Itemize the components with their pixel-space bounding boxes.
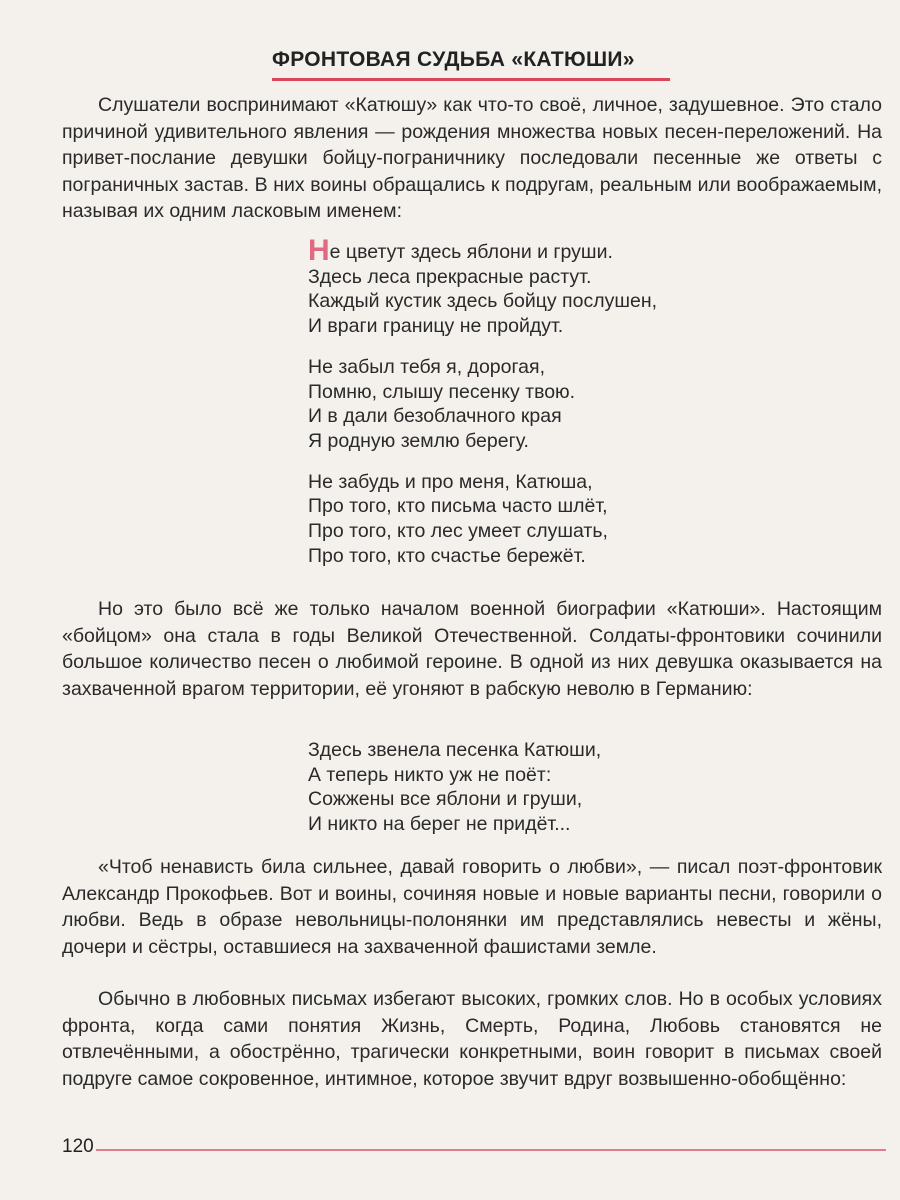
footer-rule <box>96 1149 886 1151</box>
verse-line: Я родную землю берегу. <box>308 429 529 452</box>
verse-border-song <box>308 234 658 568</box>
paragraph-text: Но это было всё же только началом военной биографии «Катюши». Настоящим «бойцом» она стала в годы Великой Отечественной. Солдаты-фронтовики сочинили большое количество песен о любимой героине. В одной из них девушка оказывается на захваченной врагом территории, её угоняют в рабскую неволю в Германию: <box>62 598 882 700</box>
verse-line: Про того, кто письма часто шлёт, <box>308 495 608 518</box>
verse-line: А теперь никто уж не поёт: <box>308 763 552 786</box>
verse-line: Не цветут здесь яблони и груши. <box>308 234 613 267</box>
title-underline <box>272 78 670 81</box>
verse-line: Здесь леса прекрасные растут. <box>308 265 592 288</box>
verse-line: Помню, слышу песенку твою. <box>308 380 576 403</box>
paragraph-text: Обычно в любовных письмах избегают высоких, громких слов. Но в особых условиях фронта, когда сами понятия Жизнь, Смерть, Родина, Любовь становятся не отвлечёнными, а обострённо, трагически конкретными, воин говорит в письмах своей подруге самое сокровенное, интимное, которое звучит вдруг возвышенно-обобщённо: <box>62 988 882 1090</box>
verse-line: Сожжены все яблони и груши, <box>308 788 583 811</box>
verse-line: И враги границу не пройдут. <box>308 315 564 338</box>
paragraph-war-biography <box>62 596 882 702</box>
verse-line: И никто на берег не придёт... <box>308 813 571 836</box>
page-number: 120 <box>62 1136 94 1157</box>
verse-line: Не забудь и про меня, Катюша, <box>308 470 593 493</box>
verse-line: Про того, кто счастье бережёт. <box>308 544 586 567</box>
verse-line: Каждый кустик здесь бойцу послушен, <box>308 290 658 313</box>
paragraph-prokofiev-quote <box>62 854 882 960</box>
verse-war-song <box>308 738 601 837</box>
verse-line: Про того, кто лес умеет слушать, <box>308 520 608 543</box>
dropcap-letter: Н <box>308 234 330 267</box>
paragraph-intro <box>62 92 882 225</box>
verse-line: И в дали безоблачного края <box>308 405 562 428</box>
section-title: ФРОНТОВАЯ СУДЬБА «КАТЮШИ» <box>272 48 635 71</box>
paragraph-love-letters <box>62 986 882 1092</box>
verse-line: Не забыл тебя я, дорогая, <box>308 355 545 378</box>
paragraph-text: Слушатели воспринимают «Катюшу» как что-то своё, личное, задушевное. Это стало причиной удивительного явления — рождения множества новых песен-переложений. На привет-послание девушки бойцу-пограничнику последовали песенные же ответы с пограничных застав. В них воины обращались к подругам, реальным или воображаемым, называя их одним ласковым именем: <box>62 94 882 222</box>
verse-line: Здесь звенела песенка Катюши, <box>308 739 602 761</box>
paragraph-text: «Чтоб ненависть била сильнее, давай говорить о любви», — писал поэт-фронтовик Александр Прокофьев. Вот и воины, сочиняя новые и новые варианты песни, говорили о любви. Ведь в образе невольницы-полонянки им представлялись невесты и жёны, дочери и сёстры, оставшиеся на захваченной фашистами земле. <box>62 856 882 958</box>
